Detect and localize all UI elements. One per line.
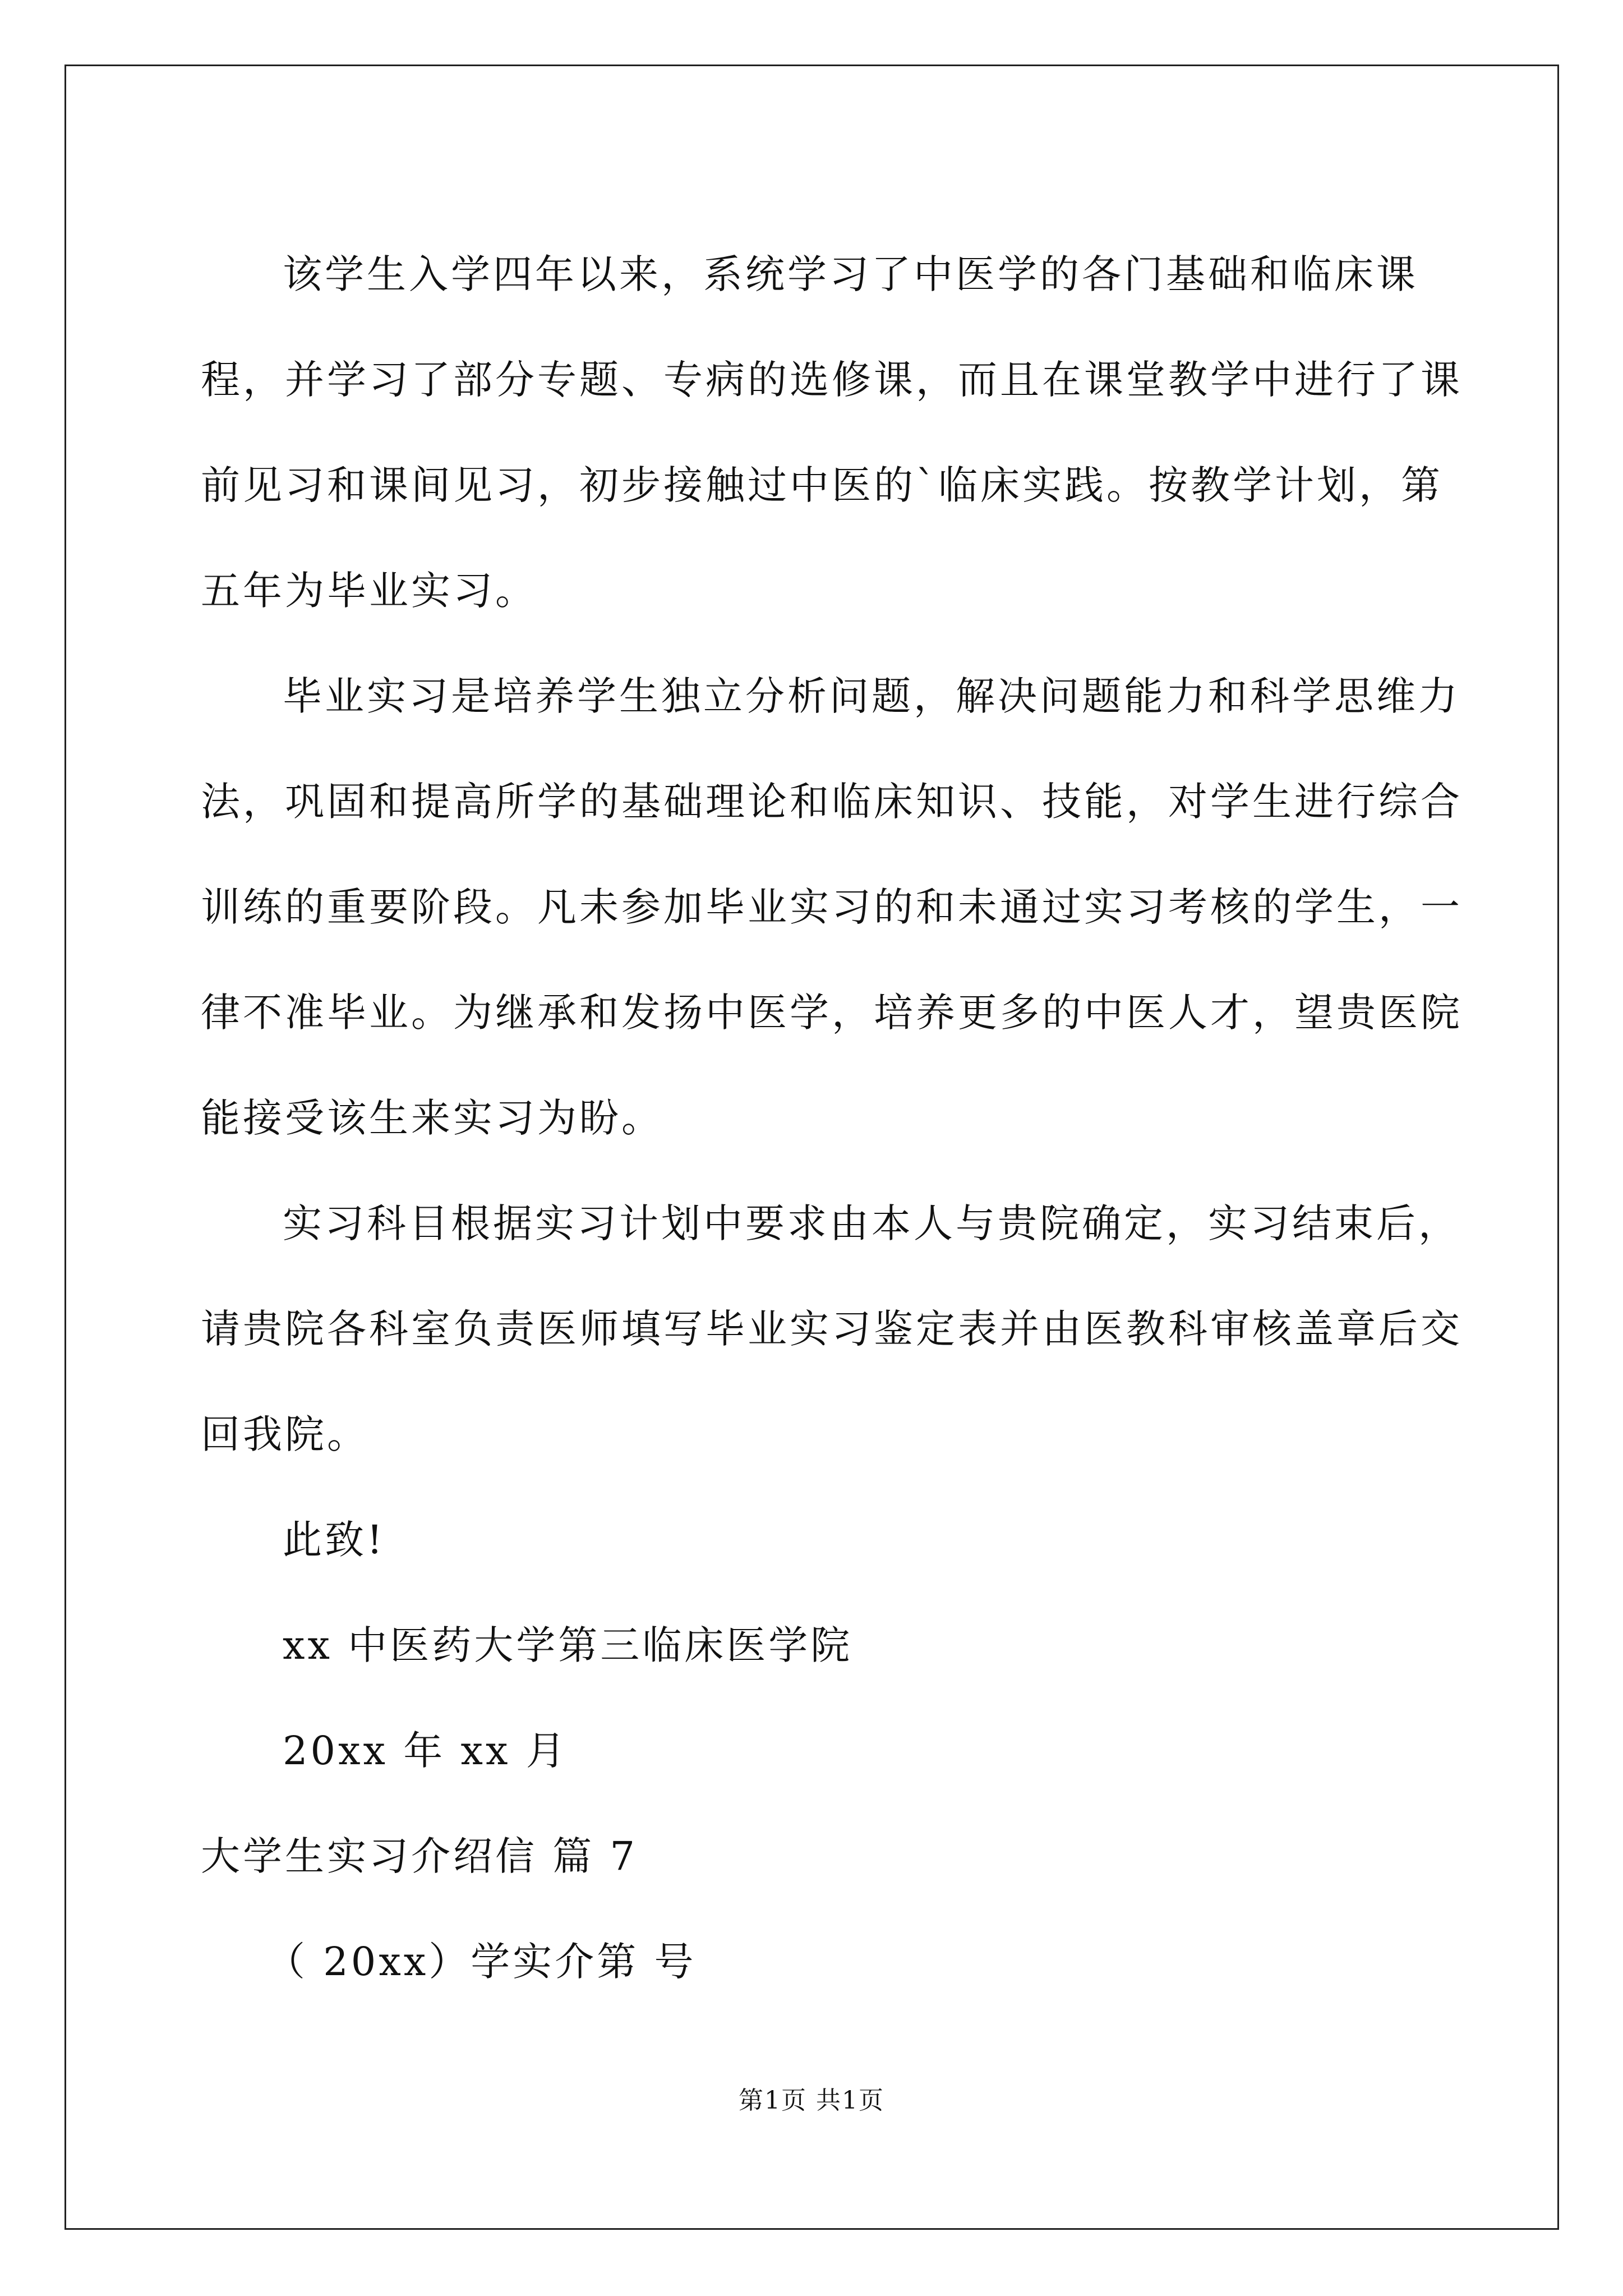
page-footer: 第1页 共1页 xyxy=(739,2086,884,2115)
signature: xx 中医药大学第三临床医学院 xyxy=(283,1622,853,1668)
document-body xyxy=(201,222,1475,2014)
closing-salutation: 此致! xyxy=(283,1517,386,1563)
paragraph-2: 毕业实习是培养学生独立分析问题，解决问题能力和科学思维力法，巩固和提高所学的基础理论和临床知识、技能，对学生进行综合训练的重要阶段。凡未参加毕业实习的和未通过实习考核的学生，一律不准毕业。为继承和发扬中医学，培养更多的中医人才，望贵医院能接受该生来实习为盼。 xyxy=(201,673,1463,1141)
paragraph-3: 实习科目根据实习计划中要求由本人与贵院确定，实习结束后，请贵院各科室负责医师填写毕业实习鉴定表并由医教科审核盖章后交回我院。 xyxy=(201,1200,1463,1457)
paragraph-1: 该学生入学四年以来，系统学习了中医学的各门基础和临床课程，并学习了部分专题、专病的选修课，而且在课堂教学中进行了课前见习和课间见习，初步接触过中医的`临床实践。按教学计划，第五年为毕业实习。 xyxy=(201,251,1463,614)
section-heading: 大学生实习介绍信 篇 7 xyxy=(201,1833,638,1879)
reference-number: （ 20xx）学实介第 号 xyxy=(266,1939,697,1985)
date-line: 20xx 年 xx 月 xyxy=(283,1728,568,1774)
